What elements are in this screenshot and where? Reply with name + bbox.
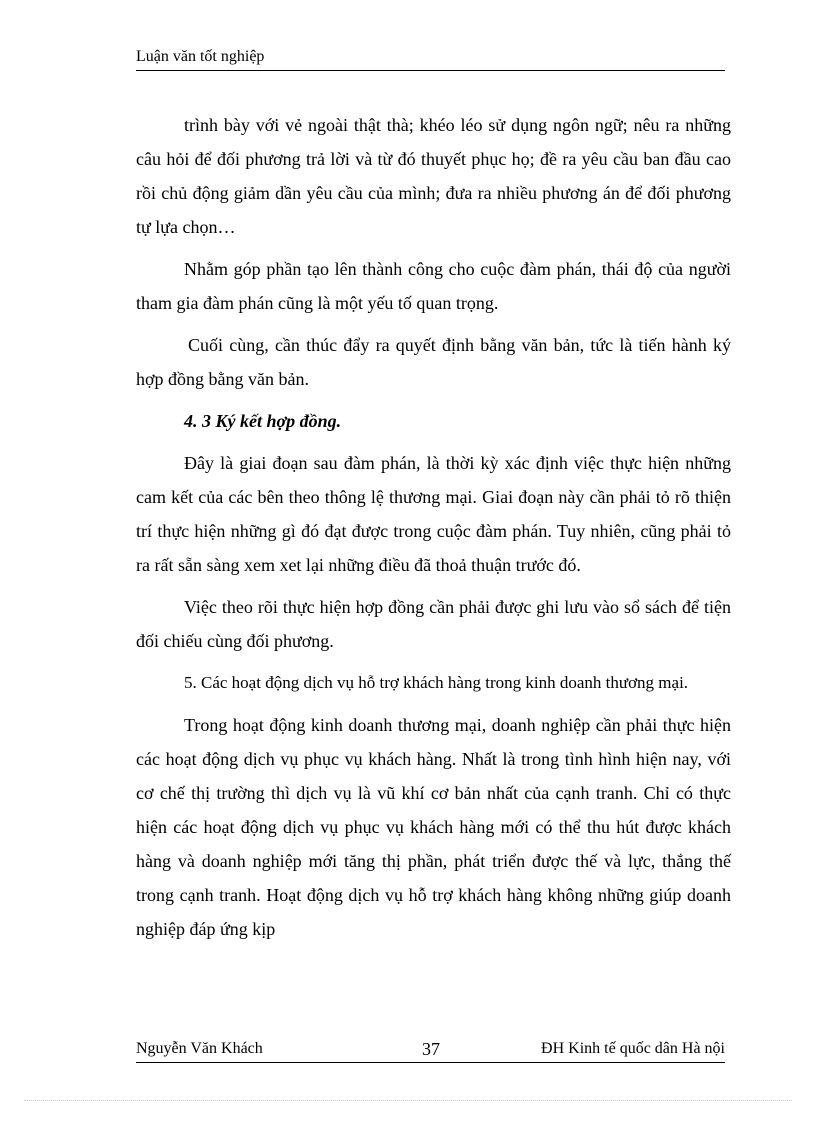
paragraph-1: trình bày với vẻ ngoài thật thà; khéo léo sử dụng ngôn ngữ; nêu ra những câu hỏi để đối phương trả lời và từ đó thuyết phục họ; đề ra yêu cầu ban đầu cao rồi chủ động giảm dần yêu cầu của mình; đưa ra nhiều phương án để đối phương tự lựa chọn… <box>136 115 731 237</box>
page-footer <box>136 1036 725 1063</box>
footer-school: ĐH Kinh tế quốc dân Hà nội <box>541 1040 725 1057</box>
page-header <box>136 44 725 71</box>
paragraph-6: Trong hoạt động kinh doanh thương mại, doanh nghiệp cần phải thực hiện các hoạt động dịch vụ phục vụ khách hàng. Nhất là trong tình hình hiện nay, với cơ chế thị trường thì dịch vụ là vũ khí cơ bản nhất của cạnh tranh. Chỉ có thực hiện các hoạt động dịch vụ phục vụ khách hàng mới có thể thu hút được khách hàng và doanh nghiệp mới tăng thị phần, phát triển được thế và lực, thắng thế trong cạnh tranh. Hoạt động dịch vụ hỗ trợ khách hàng không những giúp doanh nghiệp đáp ứng kịp <box>136 715 731 939</box>
section-heading-4-3: 4. 3 Ký kết hợp đồng. <box>184 411 342 431</box>
paragraph-4: Đây là giai đoạn sau đàm phán, là thời kỳ xác định việc thực hiện những cam kết của các bên theo thông lệ thương mại. Giai đoạn này cần phải tỏ rõ thiện trí thực hiện những gì đó đạt được trong cuộc đàm phán. Tuy nhiên, cũng phải tỏ ra rất sẵn sàng xem xet lại những điều đã thoả thuận trước đó. <box>136 453 731 575</box>
paragraph-2: Nhằm góp phần tạo lên thành công cho cuộc đàm phán, thái độ của người tham gia đàm phán cũng là một yếu tố quan trọng. <box>136 259 731 313</box>
page-number: 37 <box>422 1039 440 1059</box>
section-heading-5: 5. Các hoạt động dịch vụ hỗ trợ khách hàng trong kinh doanh thương mại. <box>184 673 689 692</box>
header-title: Luận văn tốt nghiệp <box>136 48 265 65</box>
paragraph-3: Cuối cùng, cần thúc đẩy ra quyết định bằng văn bản, tức là tiến hành ký hợp đồng bằng văn bản. <box>136 335 731 389</box>
paragraph-5: Việc theo rõi thực hiện hợp đồng cần phải được ghi lưu vào sổ sách để tiện đối chiếu cùng đối phương. <box>136 597 731 651</box>
page-content <box>136 108 731 954</box>
page-bottom-divider <box>24 1100 792 1101</box>
footer-author: Nguyễn Văn Khách <box>136 1040 263 1057</box>
